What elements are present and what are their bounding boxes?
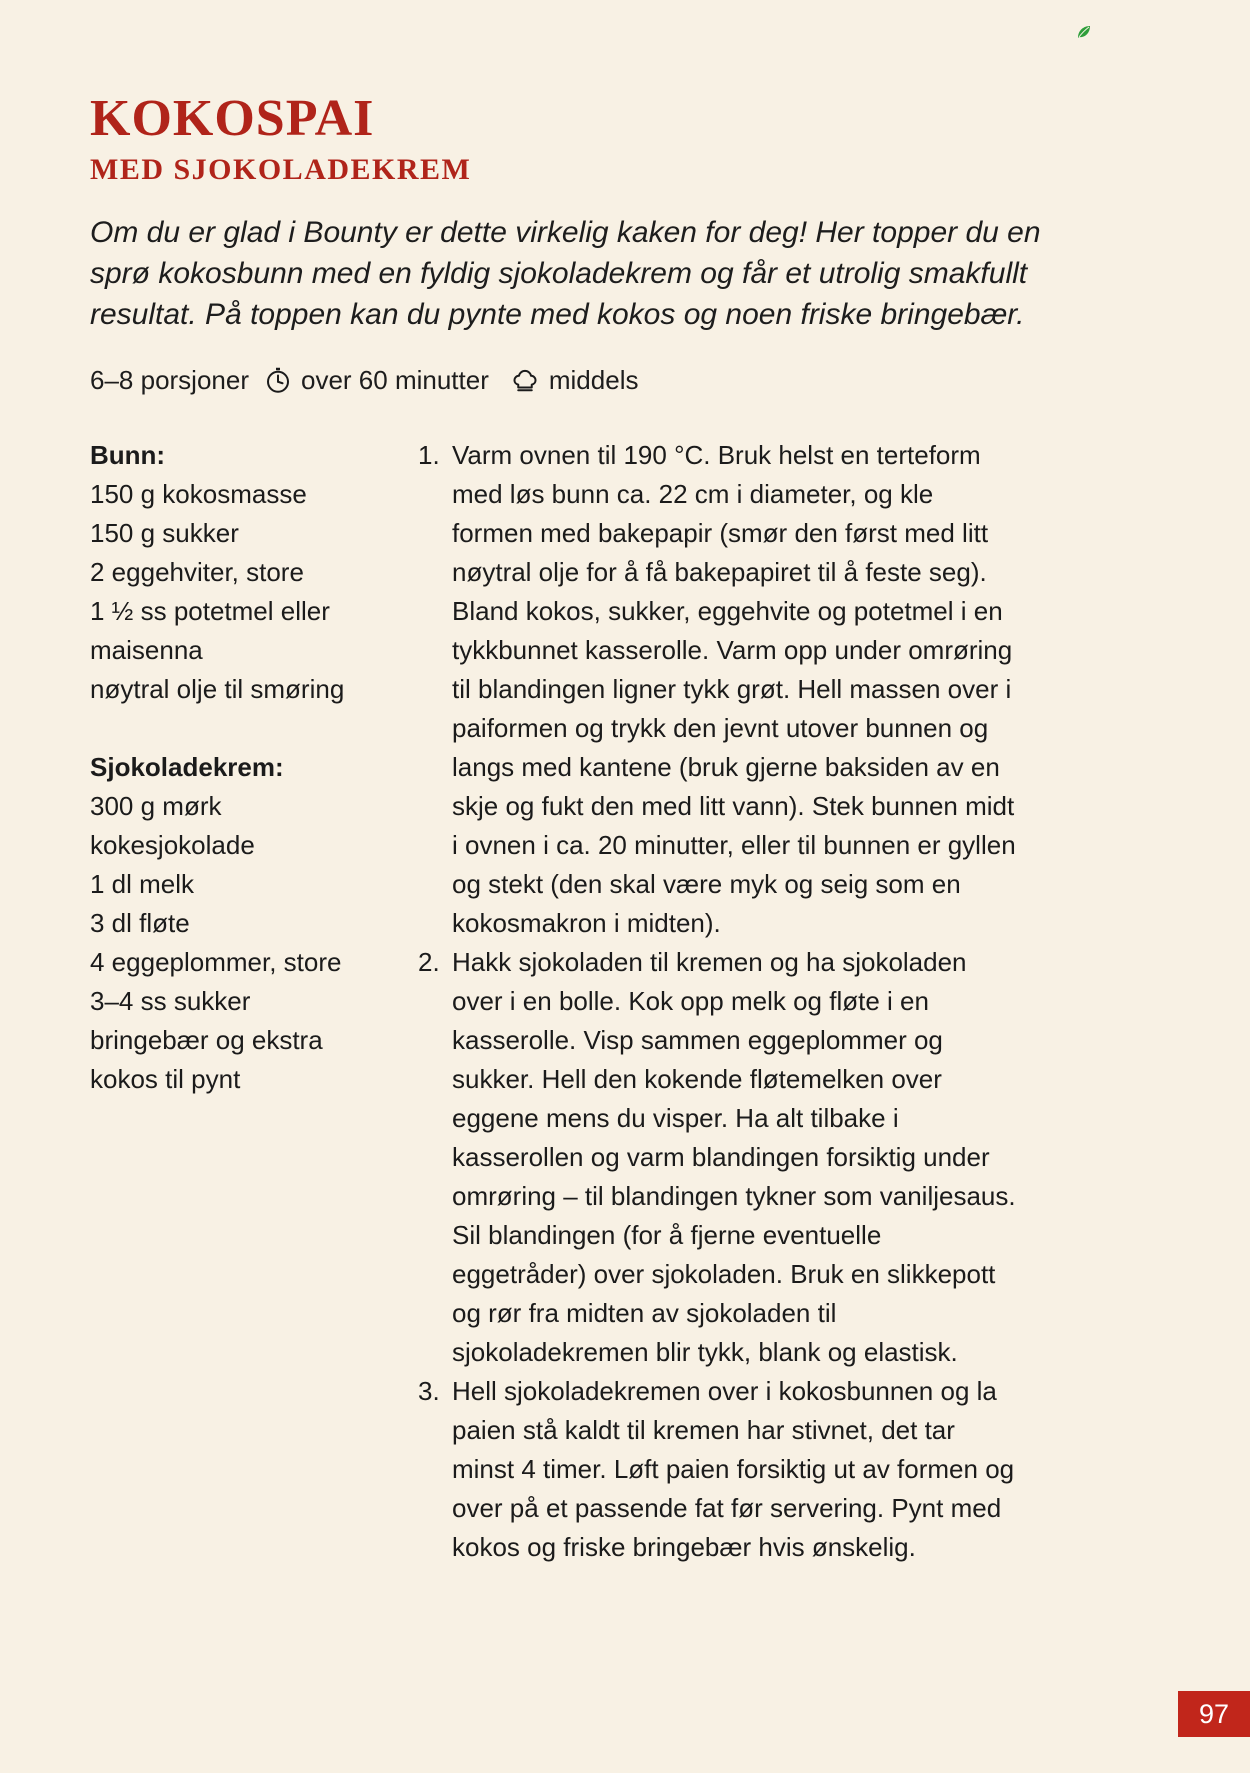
ingredient-item: nøytral olje til smøring <box>90 673 345 704</box>
clock-icon <box>263 365 293 395</box>
step-item: Varm ovnen til 190 °C. Bruk helst en terteform med løs bunn ca. 22 cm i diameter, og kle formen med bakepapir (smør den først med litt nøytral olje for å få bakepapiret til å feste seg). Bland kokos, sukker, eggehvite og potetmel i en tykkbunnet kasserolle. Varm opp under omrøring til blandingen ligner tykk grøt. Hell massen over i paiformen og trykk den jevnt utover bunnen og langs med kantene (bruk gjerne baksiden av en skje og fukt den med litt vann). Stek bunnen midt i ovnen i ca. 20 minutter, eller til bunnen er gyllen og stekt (den skal være myk og seig som en kokosmakron i midten). <box>452 439 1016 938</box>
time-text: over 60 minutter <box>301 364 489 395</box>
ingredient-item: 1 dl melk <box>90 868 195 899</box>
step-item: Hell sjokoladekremen over i kokosbunnen og la paien stå kaldt til kremen har stivnet, det tar minst 4 timer. Løft paien forsiktig ut av formen og over på et passende fat før servering. Pynt med kokos og friske bringebær hvis ønskelig. <box>452 1375 1015 1562</box>
steps-column <box>418 436 1018 1567</box>
ingredients-heading-bunn: Bunn: <box>90 439 166 470</box>
page-number: 97 <box>1198 1698 1230 1729</box>
ingredient-item: 3 dl fløte <box>90 907 190 938</box>
ingredient-item: 150 g sukker <box>90 517 239 548</box>
step-item: Hakk sjokoladen til kremen og ha sjokoladen over i en bolle. Kok opp melk og fløte i en kasserolle. Visp sammen eggeplommer og sukker. Hell den kokende fløtemelken over eggene mens du visper. Ha alt tilbake i kasserollen og varm blandingen forsiktig under omrøring – til blandingen tykner som vaniljesaus. Sil blandingen (for å fjerne eventuelle eggetråder) over sjokoladen. Bruk en slikkepott og rør fra midten av sjokoladen til sjokoladekremen blir tykk, blank og elastisk. <box>452 946 1016 1367</box>
ingredient-item: 150 g kokosmasse <box>90 478 307 509</box>
page-number-badge <box>1178 1691 1250 1737</box>
chef-hat-icon <box>509 365 541 395</box>
ingredients-heading-sjokoladekrem: Sjokoladekrem: <box>90 751 284 782</box>
ingredients-column <box>90 436 418 1567</box>
ingredient-item: 1 ½ ss potetmel eller maisenna <box>90 595 330 665</box>
ingredient-item: 3–4 ss sukker <box>90 985 251 1016</box>
recipe-meta <box>90 365 1160 396</box>
ingredient-item: 300 g mørk kokesjokolade <box>90 790 255 860</box>
page-title: KOKOSPAI <box>90 90 375 147</box>
ingredient-item: 4 eggeplommer, store <box>90 946 342 977</box>
ingredients-list-bunn <box>90 475 390 709</box>
intro-text: Om du er glad i Bounty er dette virkelig kaken for deg! Her topper du en sprø kokosbunn med en fyldig sjokoladekrem og får et utrolig smakfullt resultat. På toppen kan du pynte med kokos og noen friske bringebær. <box>90 215 1041 331</box>
servings-text: 6–8 porsjoner <box>90 364 249 395</box>
leaf-icon <box>1076 24 1092 40</box>
ingredients-list-sjokoladekrem <box>90 787 390 1099</box>
difficulty-text: middels <box>548 364 639 395</box>
ingredient-item: 2 eggehviter, store <box>90 556 304 587</box>
page-subtitle: MED SJOKOLADEKREM <box>90 152 472 186</box>
recipe-body <box>90 436 1160 1567</box>
ingredient-item: bringebær og ekstra kokos til pynt <box>90 1024 323 1094</box>
